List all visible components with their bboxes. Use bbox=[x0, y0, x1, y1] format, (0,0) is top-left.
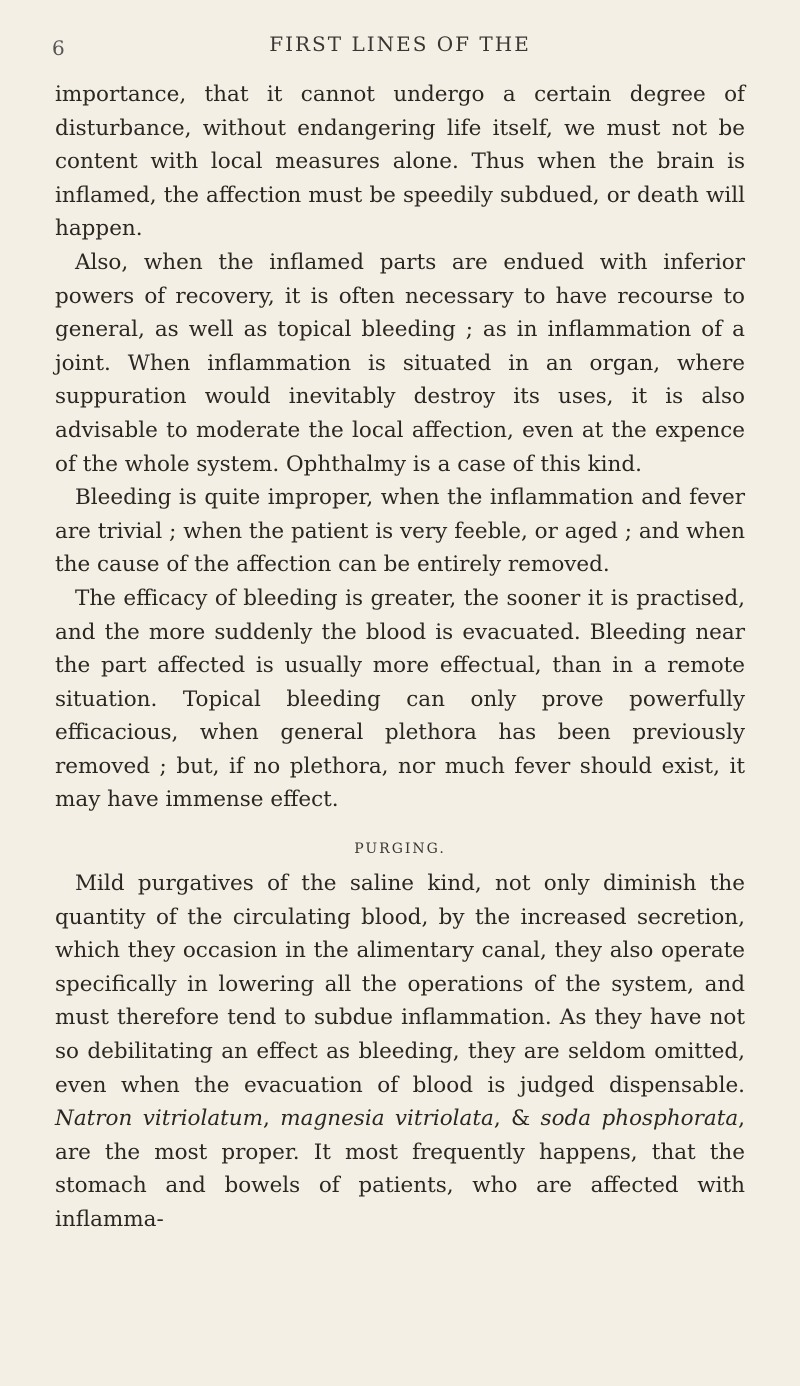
purging-text-part1: Mild purgatives of the saline kind, not only diminish the quantity of the circulating blood, by the increased secretion, which they occasion in the alimentary canal, they also operate specifically in lowering all the operations of the system, and must therefore tend to subdue inflammation. As they have not so debilitating an effect as bleeding, they are seldom omitted, even when the evacuation of blood is judged dispensable. bbox=[55, 871, 745, 1098]
running-head-title: FIRST LINES OF THE bbox=[269, 32, 531, 56]
paragraph-bleeding-improper: Bleeding is quite improper, when the inflammation and fever are trivial ; when the patient is very feeble, or aged ; and when the cause of the affection can be entirely removed. bbox=[55, 485, 745, 578]
page-number: 6 bbox=[52, 36, 65, 60]
paragraph-bleeding-efficacy: The efficacy of bleeding is greater, the sooner it is practised, and the more suddenly the blood is evacuated. Bleeding near the part affected is usually more effectual, than in a remote situation. Topical bleeding can only prove powerfully efficacious, when general plethora has been previously removed ; but, if no plethora, nor much fever should exist, it may have immense effect. bbox=[55, 585, 745, 813]
paragraph-topical-bleeding: Also, when the inflamed parts are endued with inferior powers of recovery, it is often necessary to have recourse to general, as well as topical bleeding ; as in inflammation of a joint. When inflammation is situated in an organ, where suppuration would inevitably destroy its uses, it is also advisable to moderate the local affection, even at the expence of the whole system. Ophthalmy is a case of this kind. bbox=[55, 249, 745, 477]
purging-separator-2: , & bbox=[493, 1106, 541, 1132]
purging-separator-1: , bbox=[263, 1106, 270, 1132]
term-magnesia-vitriolata: magnesia vitriolata bbox=[280, 1106, 494, 1132]
section-title-purging: PURGING. bbox=[354, 841, 446, 858]
purging-text-part2: , are the most proper. It most frequently happens, that the stomach and bowels of patients, who are affected with inflamma- bbox=[55, 1106, 746, 1232]
paragraph-purging bbox=[55, 867, 745, 1237]
term-natron-vitriolatum: Natron vitriolatum bbox=[55, 1106, 264, 1132]
term-soda-phosphorata: soda phosphorata bbox=[540, 1106, 739, 1132]
running-head bbox=[52, 28, 745, 68]
paragraph-continued: importance, that it cannot undergo a certain degree of disturbance, without endangering life itself, we must not be content with local measures alone. Thus when the brain is inflamed, the affection must be speedily subdued, or death will happen. bbox=[55, 82, 745, 242]
